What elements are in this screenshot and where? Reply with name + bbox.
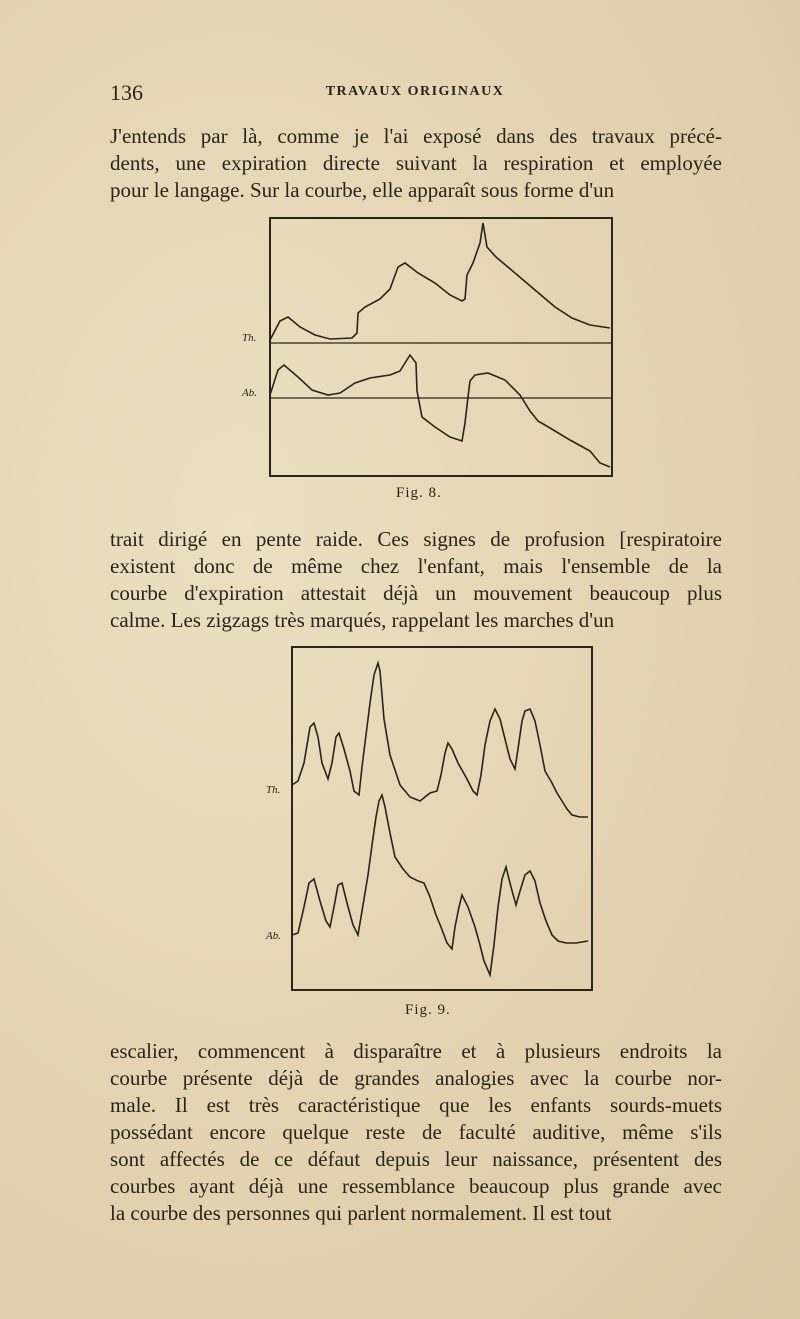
figure-9-label-top: Th.	[266, 784, 281, 796]
figure-8-label-bottom: Ab.	[242, 387, 257, 399]
running-head	[110, 80, 720, 110]
figure-9-thoracic-curve	[292, 663, 588, 817]
figure-9	[262, 645, 597, 995]
text-line: la courbe des personnes qui parlent normalement. Il est tout	[110, 1201, 612, 1225]
figure-8-tracing	[240, 215, 620, 480]
paragraph-3	[110, 1038, 722, 1227]
text-line: pour le langage. Sur la courbe, elle apparaît sous forme d'un	[110, 178, 615, 202]
figure-8-thoracic-curve	[270, 223, 610, 340]
text-line: courbe présente déjà de grandes analogies avec la courbe nor-	[110, 1066, 722, 1090]
figure-8-abdominal-curve	[270, 355, 610, 467]
text-line: courbe d'expiration attestait déjà un mouvement beaucoup plus	[110, 581, 722, 605]
text-line: escalier, commencent à disparaître et à plusieurs endroits la	[110, 1039, 722, 1063]
page-number: 136	[110, 80, 143, 105]
running-title: TRAVAUX ORIGINAUX	[325, 84, 505, 99]
figure-8-caption: Fig. 8.	[396, 485, 442, 501]
text-line: calme. Les zigzags très marqués, rappelant les marches d'un	[110, 608, 615, 632]
paragraph-2	[110, 526, 722, 634]
text-line: sont affectés de ce défaut depuis leur naissance, présentent des	[110, 1147, 722, 1171]
text-line: possédant encore quelque reste de faculté auditive, même s'ils	[110, 1120, 722, 1144]
text-line: courbes ayant déjà une ressemblance beaucoup plus grande avec	[110, 1174, 722, 1198]
paragraph-1	[110, 123, 722, 204]
figure-8	[240, 215, 620, 480]
figure-9-tracing	[262, 645, 597, 995]
figure-8-frame	[270, 218, 612, 476]
figure-9-abdominal-curve	[292, 795, 588, 975]
text-line: dents, une expiration directe suivant la respiration et employée	[110, 151, 722, 175]
figure-8-label-top: Th.	[242, 332, 257, 344]
text-line: trait dirigé en pente raide. Ces signes de profusion [respiratoire	[110, 527, 722, 551]
text-line: J'entends par là, comme je l'ai exposé dans des travaux précé-	[110, 124, 722, 148]
figure-9-frame	[292, 647, 592, 990]
text-line: existent donc de même chez l'enfant, mais l'ensemble de la	[110, 554, 722, 578]
figure-9-label-bottom: Ab.	[266, 930, 281, 942]
figure-9-caption: Fig. 9.	[405, 1002, 451, 1018]
text-line: male. Il est très caractéristique que les enfants sourds-muets	[110, 1093, 722, 1117]
